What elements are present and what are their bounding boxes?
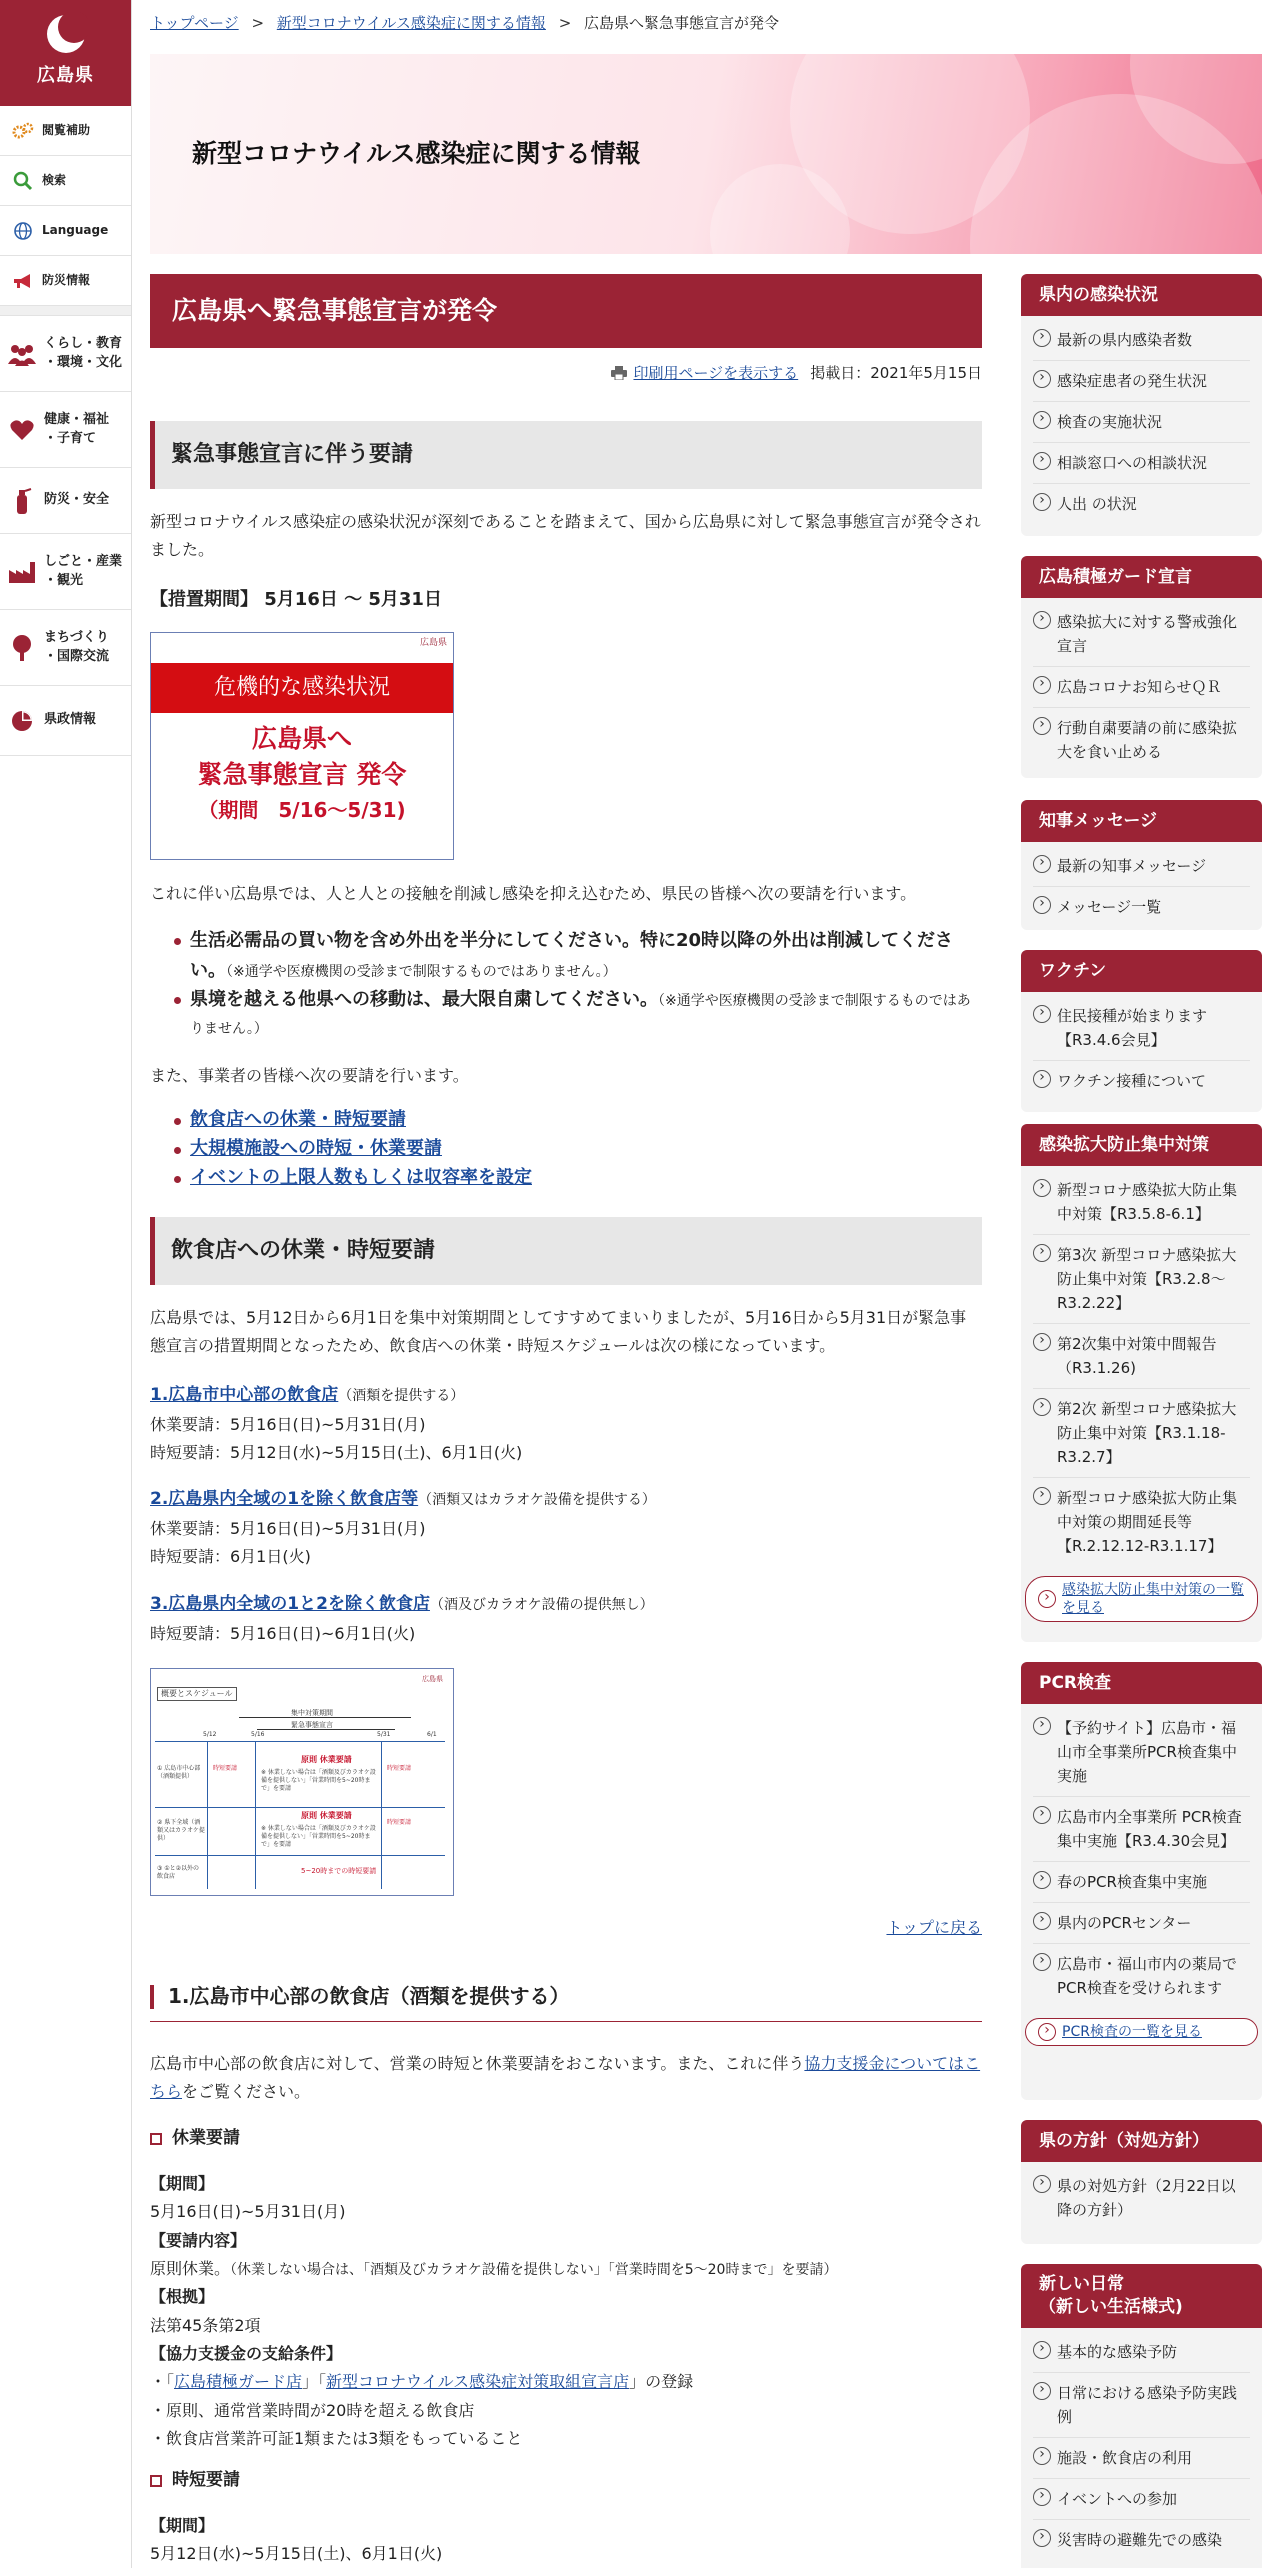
pie-chart-icon — [6, 709, 38, 733]
prevention-measures-more-button[interactable]: › 感染拡大防止集中対策の一覧を見る — [1025, 1576, 1258, 1622]
schedule-logo: 広島県 — [422, 1675, 443, 1683]
sidebar-vaccine — [1021, 950, 1262, 1112]
closure-request-heading: 休業要請 — [150, 2124, 240, 2154]
sidebar-link[interactable]: › 春のPCR検査集中実施 — [1033, 1862, 1250, 1903]
sidebar-link[interactable]: › 基本的な感染予防 — [1033, 2332, 1250, 2373]
poster-line-2: 緊急事態宣言 発令 — [197, 760, 407, 790]
section1-intro: 新型コロナウイルス感染症の感染状況が深刻であることを踏まえて、国から広島県に対して緊急事態宣言が発令されました。 — [150, 512, 981, 559]
page-title: 広島県へ緊急事態宣言が発令 — [150, 274, 982, 348]
poster-logo: 広島県 — [419, 638, 447, 648]
section-heading-emergency-requests: 緊急事態宣言に伴う要請 — [150, 421, 982, 489]
sidebar-link[interactable]: › 住民接種が始まります【R3.4.6会見】 — [1033, 996, 1250, 1061]
moon-logo-icon — [44, 12, 88, 56]
heart-icon — [6, 418, 38, 442]
poster-line-3: （期間 5/16〜5/31) — [198, 797, 406, 822]
gear-icon — [10, 122, 36, 140]
sidebar-heading: 県の方針（対処方針） — [1021, 2120, 1262, 2162]
emergency-declaration-poster[interactable] — [150, 632, 454, 860]
breadcrumb-current: 広島県へ緊急事態宣言が発令 — [584, 14, 780, 32]
sidebar-heading: ワクチン — [1021, 950, 1262, 992]
megaphone-icon — [10, 272, 36, 290]
nav-health-label-1: 健康・福祉 — [44, 411, 110, 427]
list-item — [150, 1164, 982, 1193]
nav-search[interactable] — [0, 156, 131, 206]
sidebar-link[interactable]: › 施設・飲食店の利用 — [1033, 2438, 1250, 2479]
schedule-title: 概要とスケジュール — [157, 1687, 237, 1701]
declaration-store-link[interactable]: 新型コロナウイルス感染症対策取組宣言店 — [326, 2372, 630, 2392]
sidebar-infection-status — [1021, 274, 1262, 536]
breadcrumb-parent-link[interactable]: 新型コロナウイルス感染症に関する情報 — [276, 14, 546, 32]
sidebar-link[interactable]: › 第2次 新型コロナ感染拡大防止集中対策【R3.1.18-R3.2.7】 — [1033, 1389, 1250, 1478]
back-to-top-link[interactable]: トップに戻る — [886, 1918, 982, 1937]
shorten-request-details: 【期間】 5月12日(水)~5月15日(土)、6月1日(火) — [150, 2516, 443, 2564]
sidebar-link[interactable]: › 最新の県内感染者数 — [1033, 320, 1250, 361]
sidebar-link[interactable]: › 県の対処方針（2月22日以降の方針） — [1033, 2166, 1250, 2230]
restaurant-item-2: 2.広島県内全域の1を除く飲食店等（酒類又はカラオケ設備を提供する） 休業要請：5月16日(日)~5月31日(月) 時短要請：6月1日(火) — [150, 1489, 656, 1567]
restaurant-item-2-link[interactable]: 2.広島県内全域の1を除く飲食店等 — [150, 1489, 419, 1509]
nav-safety[interactable] — [0, 468, 131, 534]
sidebar-heading: 県内の感染状況 — [1021, 274, 1262, 316]
square-bullet-icon — [150, 2133, 162, 2145]
sidebar-link[interactable]: › 人出 の状況 — [1033, 484, 1250, 524]
list-item — [150, 1106, 982, 1135]
sidebar-link[interactable]: › 広島コロナお知らせＱＲ — [1033, 667, 1250, 708]
print-page-link[interactable]: 印刷用ページを表示する — [633, 364, 799, 382]
sidebar-heading: 新しい日常 （新しい生活様式) — [1021, 2264, 1262, 2328]
nav-work-label-2: ・観光 — [44, 572, 84, 588]
sidebar-governor-message — [1021, 800, 1262, 930]
restaurant-item-1-link[interactable]: 1.広島市中心部の飲食店 — [150, 1385, 339, 1405]
sidebar-link[interactable]: › ワクチン接種について — [1033, 1061, 1250, 1101]
section-heading-central-restaurants: 1.広島市中心部の飲食店（酒類を提供する） — [150, 1972, 982, 2022]
sidebar-prefecture-policy — [1021, 2120, 1262, 2244]
restaurant-item-1: 1.広島市中心部の飲食店（酒類を提供する） 休業要請：5月16日(日)~5月31日(月) 時短要請：5月12日(水)~5月15日(土)、6月1日(火) — [150, 1385, 523, 1463]
nav-health[interactable] — [0, 392, 131, 468]
sidebar-link[interactable]: › 広島市・福山市内の薬局でPCR検査を受けられます — [1033, 1944, 1250, 2008]
sidebar-link[interactable]: › 新型コロナ感染拡大防止集中対策【R3.5.8-6.1】 — [1033, 1170, 1250, 1235]
sidebar-link[interactable]: › 第2次集中対策中間報告（R3.1.26) — [1033, 1324, 1250, 1389]
left-navigation — [0, 0, 132, 2568]
nav-community-label-1: まちづくり — [44, 629, 109, 645]
nav-community-label-2: ・国際交流 — [44, 648, 110, 664]
sidebar-link[interactable]: › 【予約サイト】広島市・福山市全事業所PCR検査集中実施 — [1033, 1708, 1250, 1797]
poster-band: 危機的な感染状況 — [151, 663, 453, 713]
nav-prefecture[interactable] — [0, 686, 131, 756]
sidebar-heading: 広島積極ガード宣言 — [1021, 556, 1262, 598]
pcr-test-more-button[interactable]: › PCR検査の一覧を見る — [1025, 2018, 1258, 2046]
sidebar-link[interactable]: › 行動自粛要請の前に感染拡大を食い止める — [1033, 708, 1250, 772]
event-limit-link[interactable]: イベントの上限人数もしくは収容率を設定 — [190, 1166, 532, 1188]
sidebar-prevention-measures — [1021, 1124, 1262, 1642]
list-item: 県境を越える他県への移動は、最大限自粛してください。（※通学や医療機関の受診まで制限するものではありません。） — [150, 985, 982, 1041]
nav-disaster-info-label: 防災情報 — [42, 273, 91, 287]
support-fund-link[interactable]: 協力支援金についてはこちら — [150, 2054, 981, 2101]
sidebar-link[interactable]: › 相談窓口への相談状況 — [1033, 443, 1250, 484]
sidebar-guard-declaration — [1021, 556, 1262, 778]
schedule-image[interactable]: 概要とスケジュール 広島県 集中対策期間 緊急事態宣言 5/12 5/16 5/31 6/1 ① 広島市中心部（酒類提供） ② 県下全域（酒類又はカラオケ提供） ③ ①と②以外の飲食店 時短要請 時短要請 時短要請 原則 休業要請 ※ 休業しない場合は「酒類及びカラオケ設備を提供しない」「営業時間を5~20時まで」を要請 原則 休業要請 ※ 休業しない場合は「酒類及びカラオケ設備を提供しない」「営業時間を5~20時まで」を要請 5~20時までの時短要請 — [150, 1668, 454, 1896]
sidebar-pcr-test — [1021, 1662, 1262, 2100]
nav-living[interactable] — [0, 316, 131, 392]
sidebar-link[interactable]: › イベントへの参加 — [1033, 2479, 1250, 2520]
section1-lead: これに伴い広島県では、人と人との接触を削減し感染を抑え込むため、県民の皆様へ次の要請を行います。 — [150, 884, 917, 903]
nav-health-label-2: ・子育て — [44, 430, 97, 446]
section-heading-restaurant-requests: 飲食店への休業・時短要請 — [150, 1217, 982, 1285]
list-item: 生活必需品の買い物を含め外出を半分にしてください。特に20時以降の外出は削減してください。（※通学や医療機関の受診まで制限するものではありません。） — [150, 926, 982, 985]
nav-safety-label: 防災・安全 — [44, 492, 110, 508]
restaurant-request-link[interactable]: 飲食店への休業・時短要請 — [190, 1109, 406, 1130]
logo-text: 広島県 — [37, 65, 94, 86]
search-icon — [10, 171, 36, 191]
category-banner — [150, 54, 1262, 254]
sidebar-new-normal — [1021, 2264, 1262, 2568]
nav-community[interactable] — [0, 610, 131, 686]
back-to-top — [150, 1914, 982, 1942]
fire-extinguisher-icon — [6, 487, 38, 515]
restaurant-item-3-link[interactable]: 3.広島県内全域の1と2を除く飲食店 — [150, 1594, 430, 1614]
factory-icon — [6, 560, 38, 584]
guard-store-link[interactable]: 広島積極ガード店 — [174, 2372, 303, 2392]
large-facility-request-link[interactable]: 大規模施設への時短・休業要請 — [190, 1137, 442, 1159]
sidebar-link[interactable]: › 感染拡大に対する警戒強化宣言 — [1033, 602, 1250, 667]
sidebar-link[interactable]: › 感染症患者の発生状況 — [1033, 361, 1250, 402]
nav-language[interactable] — [0, 206, 131, 256]
sidebar-heading: 感染拡大防止集中対策 — [1021, 1124, 1262, 1166]
sidebar-link[interactable]: › 広島市内全事業所 PCR検査 集中実施【R3.4.30会見】 — [1033, 1797, 1250, 1862]
sidebar-link[interactable]: › 災害時の避難先での感染 — [1033, 2520, 1250, 2560]
business-request-links — [150, 1106, 982, 1192]
nav-living-label-2: ・環境・文化 — [44, 354, 123, 370]
business-lead: また、事業者の皆様へ次の要請を行います。 — [150, 1066, 469, 1085]
nav-search-label: 検索 — [42, 173, 67, 187]
shorten-request-heading: 時短要請 — [150, 2466, 240, 2496]
sidebar-heading: 知事メッセージ — [1021, 800, 1262, 842]
sidebar-link[interactable]: › メッセージ一覧 — [1033, 887, 1250, 927]
section2-intro: 広島県では、5月12日から6月1日を集中対策期間としてすすめてまいりましたが、5月16日から5月31日が緊急事態宣言の措置期間となったため、飲食店への休業・時短スケジュールは次の様になっています。 — [150, 1308, 967, 1355]
nav-language-label: Language — [42, 223, 109, 237]
page-meta — [150, 360, 982, 388]
square-bullet-icon — [150, 2475, 162, 2487]
nav-living-label-1: くらし・教育 — [44, 335, 123, 351]
nav-accessibility[interactable] — [0, 106, 131, 156]
sidebar-link[interactable]: › 最新の知事メッセージ — [1033, 846, 1250, 887]
nav-separator — [0, 306, 131, 316]
sidebar-link[interactable]: › 検査の実施状況 — [1033, 402, 1250, 443]
nav-work[interactable] — [0, 534, 131, 610]
breadcrumb-separator: > — [251, 14, 265, 32]
banner-title: 新型コロナウイルス感染症に関する情報 — [192, 139, 641, 168]
breadcrumb — [150, 12, 779, 35]
restaurant-item-3: 3.広島県内全域の1と2を除く飲食店（酒及びカラオケ設備の提供無し） 時短要請：5月16日(日)~6月1日(火) — [150, 1594, 654, 1643]
heading-mark — [150, 1985, 154, 2009]
resident-request-list — [150, 926, 982, 1041]
printer-icon — [611, 362, 627, 388]
measure-period: 【措置期間】 5月16日 ～ 5月31日 — [150, 589, 442, 610]
nav-disaster-info[interactable] — [0, 256, 131, 306]
breadcrumb-separator: > — [558, 14, 572, 32]
nav-accessibility-label: 閲覧補助 — [42, 123, 91, 137]
nav-prefecture-label: 県政情報 — [44, 712, 97, 728]
list-item — [150, 1135, 982, 1164]
nav-work-label-1: しごと・産業 — [44, 553, 123, 569]
sidebar-heading: PCR検査 — [1021, 1662, 1262, 1704]
section3-intro: 広島市中心部の飲食店に対して、営業の時短と休業要請をおこないます。また、これに伴う協力支援金についてはこちらをご覧ください。 — [150, 2054, 981, 2101]
breadcrumb-home-link[interactable]: トップページ — [150, 14, 239, 32]
sidebar-link[interactable]: › 新型コロナ感染拡大防止集中対策の期間延長等【R.2.12.12-R3.1.17】 — [1033, 1478, 1250, 1566]
site-logo[interactable] — [0, 0, 131, 106]
closure-request-details: 【期間】 5月16日(日)~5月31日(月) 【要請内容】 原則休業。（休業しない場合は、「酒類及びカラオケ設備を提供しない」「営業時間を5～20時まで」を要請） 【根拠】 法第45条第2項 【協力支援金の支給条件】 ・「広島積極ガード店」「新型コロナウイルス感染症対策取組宣言店」の登録 ・原則、通常営業時間が20時を超える飲食店 ・飲食店営業許可証1類または3類をもっていること — [150, 2174, 838, 2448]
sidebar-link[interactable]: › 県内のPCRセンター — [1033, 1903, 1250, 1944]
sidebar-link[interactable]: › 第3次 新型コロナ感染拡大防止集中対策【R3.2.8～R3.2.22】 — [1033, 1235, 1250, 1324]
posted-date: 掲載日：2021年5月15日 — [810, 364, 982, 382]
sidebar-link[interactable]: › 日常における感染予防実践例 — [1033, 2373, 1250, 2438]
globe-icon — [10, 221, 36, 241]
people-icon — [6, 342, 38, 366]
poster-line-1: 広島県へ — [251, 724, 352, 753]
tree-icon — [6, 634, 38, 662]
